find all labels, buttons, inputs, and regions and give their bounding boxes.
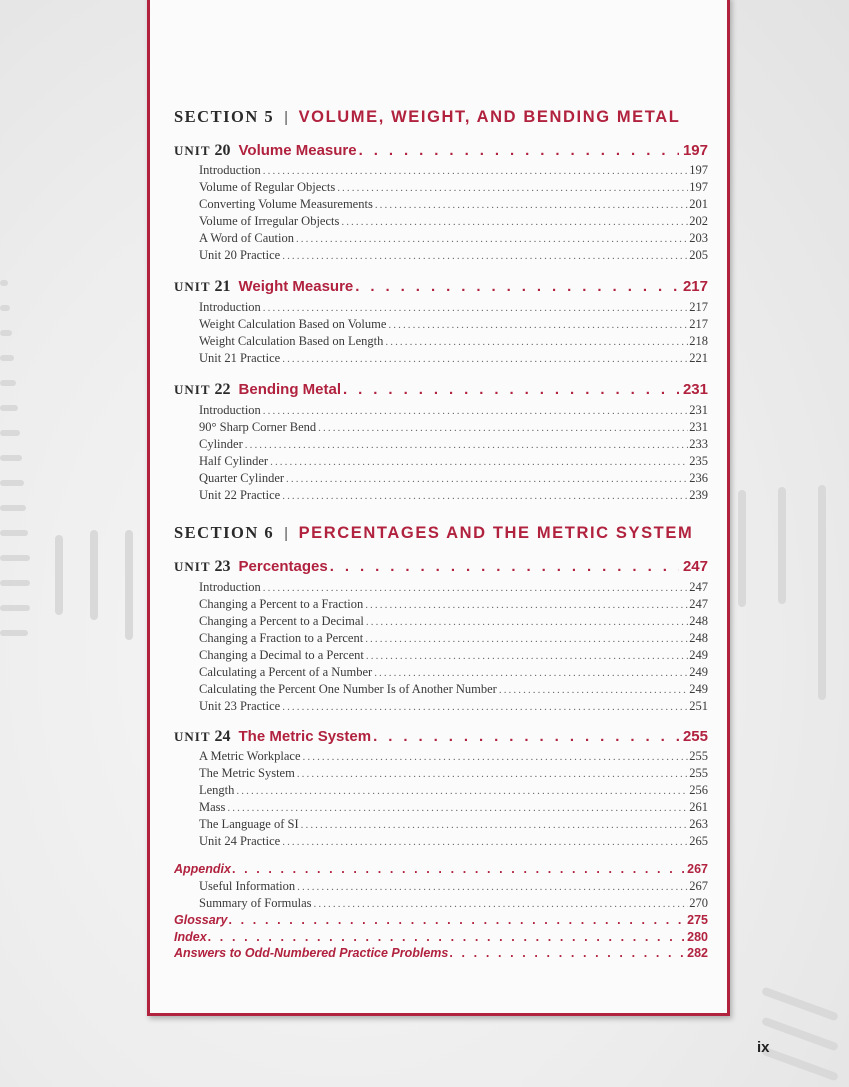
entry-title: Length [199,783,235,797]
ruler-tick [0,380,16,386]
toc-index[interactable] [174,930,708,944]
toc-entry[interactable] [199,896,708,911]
leader-dots [232,862,686,876]
entry-title: Changing a Percent to a Fraction [199,597,364,611]
leader-dots [374,667,688,679]
leader-dots [499,684,688,696]
page-number: 249 [689,648,708,662]
page-number: 197 [689,180,708,194]
page-number: 197 [689,163,708,177]
toc-entry[interactable] [199,597,708,612]
toc-entry[interactable] [199,214,708,229]
ruler-tick [0,280,8,286]
leader-dots [263,302,688,314]
page-number: 255 [682,728,708,745]
leader-dots [282,250,688,262]
leader-dots [365,599,688,611]
entry-title: Introduction [199,580,261,594]
entry-title: Calculating a Percent of a Number [199,665,373,679]
page-number: 249 [689,682,708,696]
page-number: 221 [689,351,708,365]
entry-title: Appendix [174,862,231,876]
ruler-tick [0,305,10,311]
page-number: 265 [689,834,708,848]
toc-entry[interactable] [199,420,708,435]
leader-dots [303,751,689,763]
toc-unit-23[interactable] [174,558,708,576]
unit-label: UNIT [174,279,211,294]
leader-dots [270,456,688,468]
toc-entry[interactable] [199,454,708,469]
toc-entry[interactable] [199,817,708,832]
leader-dots [282,353,688,365]
toc-glossary[interactable] [174,913,708,927]
entry-title: Changing a Percent to a Decimal [199,614,364,628]
leader-dots [282,836,688,848]
ruler-tick [0,505,26,511]
toc-entry[interactable] [199,248,708,263]
entry-title: A Word of Caution [199,231,294,245]
toc-entry[interactable] [199,471,708,486]
leader-dots [297,881,688,893]
ruler-tick [0,455,22,461]
section-title: PERCENTAGES AND THE METRIC SYSTEM [298,524,694,542]
toc-entry[interactable] [199,614,708,629]
ruler-tick [761,1017,839,1052]
page-number: 205 [689,248,708,262]
leader-dots [375,199,688,211]
entry-title: Answers to Odd-Numbered Practice Problems [174,946,449,960]
section-label: SECTION 5 [174,107,275,126]
page-number: 203 [689,231,708,245]
toc-entry[interactable] [199,488,708,503]
entry-title: Unit 20 Practice [199,248,281,262]
entry-title: Changing a Decimal to a Percent [199,648,364,662]
entry-title: Unit 21 Practice [199,351,281,365]
toc-entry[interactable] [199,631,708,646]
toc-entry[interactable] [199,580,708,595]
ruler-tick [0,405,18,411]
leader-dots [282,701,688,713]
page-number: 202 [689,214,708,228]
leader-dots [318,422,688,434]
page-number: 263 [689,817,708,831]
ruler-tick [0,630,28,636]
toc-entry[interactable] [199,648,708,663]
page-number: 248 [689,631,708,645]
entry-title: Volume of Regular Objects [199,180,336,194]
leader-dots [366,616,688,628]
toc-unit-21[interactable] [174,278,708,296]
page-number: 218 [689,334,708,348]
leader-dots [343,381,679,398]
entry-title: Calculating the Percent One Number Is of Another Number [199,682,497,696]
leader-dots [227,802,688,814]
leader-dots [301,819,689,831]
toc-entry[interactable] [199,163,708,178]
page-number: 217 [689,317,708,331]
toc-entry[interactable] [199,834,708,849]
toc-appendix[interactable] [174,862,708,876]
unit-label: UNIT [174,143,211,158]
section-5-header [174,107,708,127]
entry-title: Cylinder [199,437,243,451]
entry-title: Useful Information [199,879,296,893]
entry-title: Unit 23 Practice [199,699,281,713]
toc-entry[interactable] [199,749,708,764]
leader-dots [385,336,688,348]
entry-title: Unit 22 Practice [199,488,281,502]
toc-entry[interactable] [199,682,708,697]
entry-title: The Language of SI [199,817,299,831]
toc-answers[interactable] [174,946,708,960]
ruler-tick [778,487,786,604]
ruler-tick [0,330,12,336]
entry-title: Volume of Irregular Objects [199,214,340,228]
unit-number: 22 [214,381,231,398]
ruler-tick [0,605,30,611]
leader-dots [263,405,688,417]
unit-label: UNIT [174,382,211,397]
entry-title: Mass [199,800,226,814]
toc-entry[interactable] [199,334,708,349]
ruler-tick [761,987,839,1022]
page-folio: ix [757,1039,770,1056]
unit-number: 20 [214,142,231,159]
entry-title: Converting Volume Measurements [199,197,373,211]
page-number: 261 [689,800,708,814]
toc-entry[interactable] [199,766,708,781]
toc-entry[interactable] [199,351,708,366]
leader-dots [297,768,688,780]
unit-title: Volume Measure [238,142,357,159]
section-6-header [174,523,708,543]
toc-entry[interactable] [199,783,708,798]
toc-entry[interactable] [199,300,708,315]
ruler-tick [761,1047,839,1082]
page-number: 282 [687,946,708,960]
ruler-tick [0,430,20,436]
page-number: 255 [689,766,708,780]
leader-dots [229,913,687,927]
page-number: 270 [689,896,708,910]
unit-number: 21 [214,278,231,295]
toc-entry[interactable] [199,180,708,195]
entry-title: Introduction [199,300,261,314]
page-number: 247 [689,580,708,594]
page-number: 235 [689,454,708,468]
page-number: 267 [687,862,708,876]
page-number: 201 [689,197,708,211]
leader-dots [373,728,679,745]
unit-title: Percentages [238,558,328,575]
ruler-tick [0,355,14,361]
entry-title: Glossary [174,913,228,927]
leader-dots [355,278,679,295]
page-number: 233 [689,437,708,451]
toc-entry[interactable] [199,665,708,680]
entry-title: Weight Calculation Based on Volume [199,317,387,331]
ruler-tick [818,485,826,700]
toc-entry[interactable] [199,317,708,332]
leader-dots [263,165,688,177]
toc-unit-20[interactable] [174,142,708,160]
page-number: 231 [689,403,708,417]
toc-entry[interactable] [199,403,708,418]
toc-entry[interactable] [199,699,708,714]
toc-unit-24[interactable] [174,728,708,746]
entry-title: Index [174,930,207,944]
entry-title: Introduction [199,403,261,417]
entry-title: Changing a Fraction to a Percent [199,631,364,645]
leader-dots [282,490,688,502]
entry-title: Quarter Cylinder [199,471,285,485]
entry-title: Summary of Formulas [199,896,312,910]
page-number: 217 [689,300,708,314]
leader-dots [359,142,679,159]
page-number: 231 [689,420,708,434]
ruler-tick [0,530,28,536]
section-divider: | [284,109,289,126]
unit-number: 23 [214,558,231,575]
section-divider: | [284,525,289,542]
entry-title: Unit 24 Practice [199,834,281,848]
toc-entry[interactable] [199,437,708,452]
leader-dots [208,930,686,944]
entry-title: Introduction [199,163,261,177]
page-number: 280 [687,930,708,944]
page-number: 248 [689,614,708,628]
ruler-tick [55,535,63,615]
page-number: 256 [689,783,708,797]
ruler-tick [0,480,24,486]
leader-dots [236,785,688,797]
page-number: 275 [687,913,708,927]
page-number: 197 [682,142,708,159]
section-label: SECTION 6 [174,523,275,542]
page-number: 247 [682,558,708,575]
unit-number: 24 [214,728,231,745]
section-title: VOLUME, WEIGHT, AND BENDING METAL [298,108,681,126]
entry-title: A Metric Workplace [199,749,301,763]
leader-dots [341,216,688,228]
leader-dots [245,439,689,451]
leader-dots [388,319,688,331]
leader-dots [286,473,688,485]
toc-unit-22[interactable] [174,381,708,399]
entry-title: The Metric System [199,766,295,780]
page-number: 236 [689,471,708,485]
page-number: 247 [689,597,708,611]
ruler-tick [738,490,746,607]
unit-title: Bending Metal [238,381,342,398]
page-number: 217 [682,278,708,295]
ruler-tick [125,530,133,640]
ruler-tick [90,530,98,620]
page-number: 231 [682,381,708,398]
page-number: 239 [689,488,708,502]
unit-label: UNIT [174,559,211,574]
toc-entry[interactable] [199,197,708,212]
leader-dots [337,182,688,194]
leader-dots [263,582,688,594]
page-number: 267 [689,879,708,893]
entry-title: Half Cylinder [199,454,269,468]
ruler-tick [0,555,30,561]
toc-entry[interactable] [199,800,708,815]
unit-label: UNIT [174,729,211,744]
entry-title: Weight Calculation Based on Length [199,334,384,348]
unit-title: The Metric System [238,728,372,745]
toc-entry[interactable] [199,231,708,246]
page-number: 249 [689,665,708,679]
leader-dots [314,898,689,910]
unit-title: Weight Measure [238,278,354,295]
page-number: 251 [689,699,708,713]
leader-dots [365,633,688,645]
leader-dots [366,650,688,662]
entry-title: 90° Sharp Corner Bend [199,420,317,434]
ruler-tick [0,580,30,586]
page-number: 255 [689,749,708,763]
leader-dots [449,946,686,960]
leader-dots [296,233,688,245]
leader-dots [330,558,679,575]
toc-entry[interactable] [199,879,708,894]
